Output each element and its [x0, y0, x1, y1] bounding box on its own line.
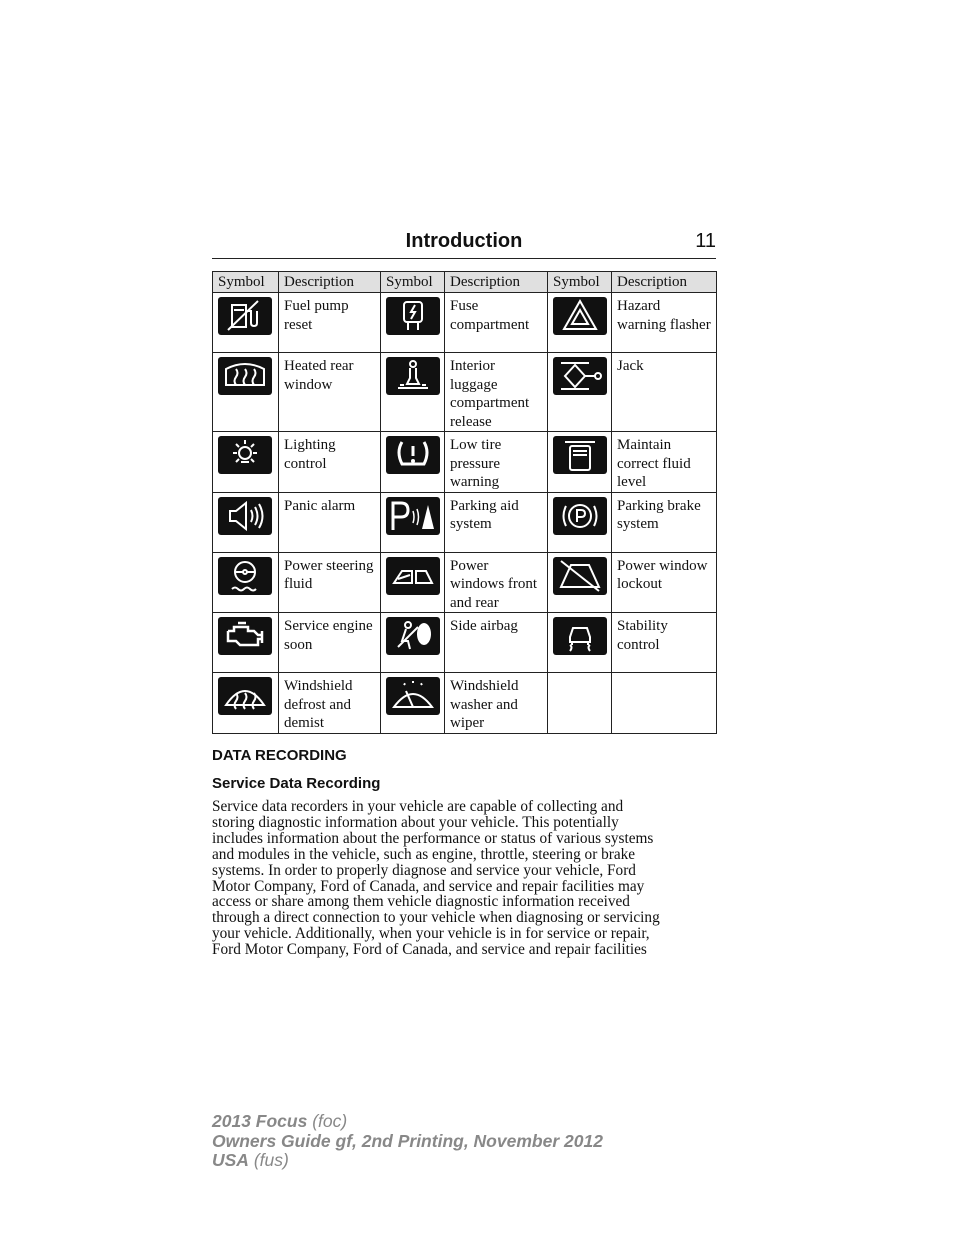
table-row — [213, 492, 717, 552]
parking-brake-icon — [553, 497, 607, 535]
footer-market-code: (fus) — [253, 1150, 289, 1170]
fuel-pump-reset-icon — [218, 297, 272, 335]
symbol-description: Interior luggage compartment release — [450, 358, 530, 430]
body-paragraph — [212, 799, 716, 958]
section-heading: DATA RECORDING — [212, 747, 347, 764]
symbol-description: Power window lockout — [617, 557, 708, 592]
fuse-compartment-icon — [386, 297, 440, 335]
body-line: your vehicle. Additionally, when your vehicle is in for service or repair, — [212, 925, 650, 943]
lighting-control-icon — [218, 436, 272, 474]
footer-model: 2013 Focus — [212, 1111, 308, 1131]
subsection-heading: Service Data Recording — [212, 775, 381, 792]
column-header: Symbol — [381, 272, 445, 293]
body-line: Ford Motor Company, Ford of Canada, and service and repair facilities — [212, 941, 647, 959]
symbol-description: Heated rear window — [284, 358, 354, 393]
symbol-description: Fuel pump reset — [284, 298, 349, 333]
heated-rear-window-icon — [218, 357, 272, 395]
footer-model-code: (foc) — [312, 1111, 348, 1131]
column-header: Symbol — [213, 272, 279, 293]
interior-luggage-release-icon — [386, 357, 440, 395]
body-line: access or share among them vehicle diagnostic information received — [212, 893, 630, 911]
footer-market: USA — [212, 1150, 249, 1170]
body-line: and modules in the vehicle, such as engine, throttle, steering or brake — [212, 845, 636, 863]
table-row — [213, 293, 717, 353]
power-window-lockout-icon — [553, 557, 607, 595]
service-engine-soon-icon — [218, 617, 272, 655]
symbol-description: Parking aid system — [450, 497, 519, 532]
parking-aid-icon — [386, 497, 440, 535]
body-line: through a direct connection to your vehicle when diagnosing or servicing — [212, 909, 660, 927]
body-line: storing diagnostic information about your vehicle. This potentially — [212, 813, 619, 831]
symbol-description: Low tire pressure warning — [450, 437, 502, 490]
body-line: includes information about the performance or status of various systems — [212, 829, 654, 847]
symbol-description: Jack — [617, 358, 644, 374]
table-row — [213, 432, 717, 493]
table-row — [213, 613, 717, 673]
body-line: Service data recorders in your vehicle are capable of collecting and — [212, 798, 624, 815]
panic-alarm-icon — [218, 497, 272, 535]
page-header — [212, 230, 716, 259]
symbol-description: Hazard warning flasher — [617, 298, 711, 333]
windshield-washer-wiper-icon — [386, 677, 440, 715]
side-airbag-icon — [386, 617, 440, 655]
power-windows-icon — [386, 557, 440, 595]
symbol-description: Side airbag — [450, 618, 518, 634]
maintain-fluid-level-icon — [553, 436, 607, 474]
column-header: Description — [445, 272, 548, 293]
footer — [212, 1112, 603, 1171]
footer-line-3 — [212, 1151, 603, 1171]
column-header: Description — [279, 272, 381, 293]
hazard-warning-flasher-icon — [553, 297, 607, 335]
symbol-description: Windshield washer and wiper — [450, 678, 519, 731]
page-title: Introduction — [405, 230, 523, 252]
jack-icon — [553, 357, 607, 395]
footer-line-2 — [212, 1132, 603, 1152]
symbol-description: Power windows front and rear — [450, 557, 538, 611]
symbol-description: Panic alarm — [284, 497, 356, 514]
table-header-row — [213, 272, 717, 293]
table-row — [213, 353, 717, 432]
symbol-description: Power steering fluid — [284, 557, 374, 592]
body-line: Motor Company, Ford of Canada, and service and repair facilities may — [212, 877, 645, 895]
footer-edition: Owners Guide gf, 2nd Printing, November 2012 — [212, 1130, 603, 1151]
symbol-description: Windshield defrost and demist — [284, 678, 353, 731]
table-row — [213, 673, 717, 734]
symbol-table — [212, 271, 717, 734]
symbol-description: Lighting control — [284, 437, 336, 472]
column-header: Symbol — [548, 272, 612, 293]
page-number: 11 — [695, 230, 716, 252]
symbol-description: Stability control — [617, 618, 668, 653]
footer-line-1 — [212, 1112, 603, 1132]
symbol-description: Maintain correct fluid level — [617, 437, 691, 490]
table-row — [213, 552, 717, 613]
symbol-description: Fuse compartment — [450, 298, 530, 333]
body-line: systems. In order to properly diagnose and service your vehicle, Ford — [212, 861, 636, 879]
windshield-defrost-icon — [218, 677, 272, 715]
low-tire-pressure-icon — [386, 436, 440, 474]
column-header: Description — [612, 272, 717, 293]
power-steering-fluid-icon — [218, 557, 272, 595]
symbol-description: Parking brake system — [617, 497, 701, 532]
stability-control-icon — [553, 617, 607, 655]
symbol-description: Service engine soon — [284, 618, 373, 653]
